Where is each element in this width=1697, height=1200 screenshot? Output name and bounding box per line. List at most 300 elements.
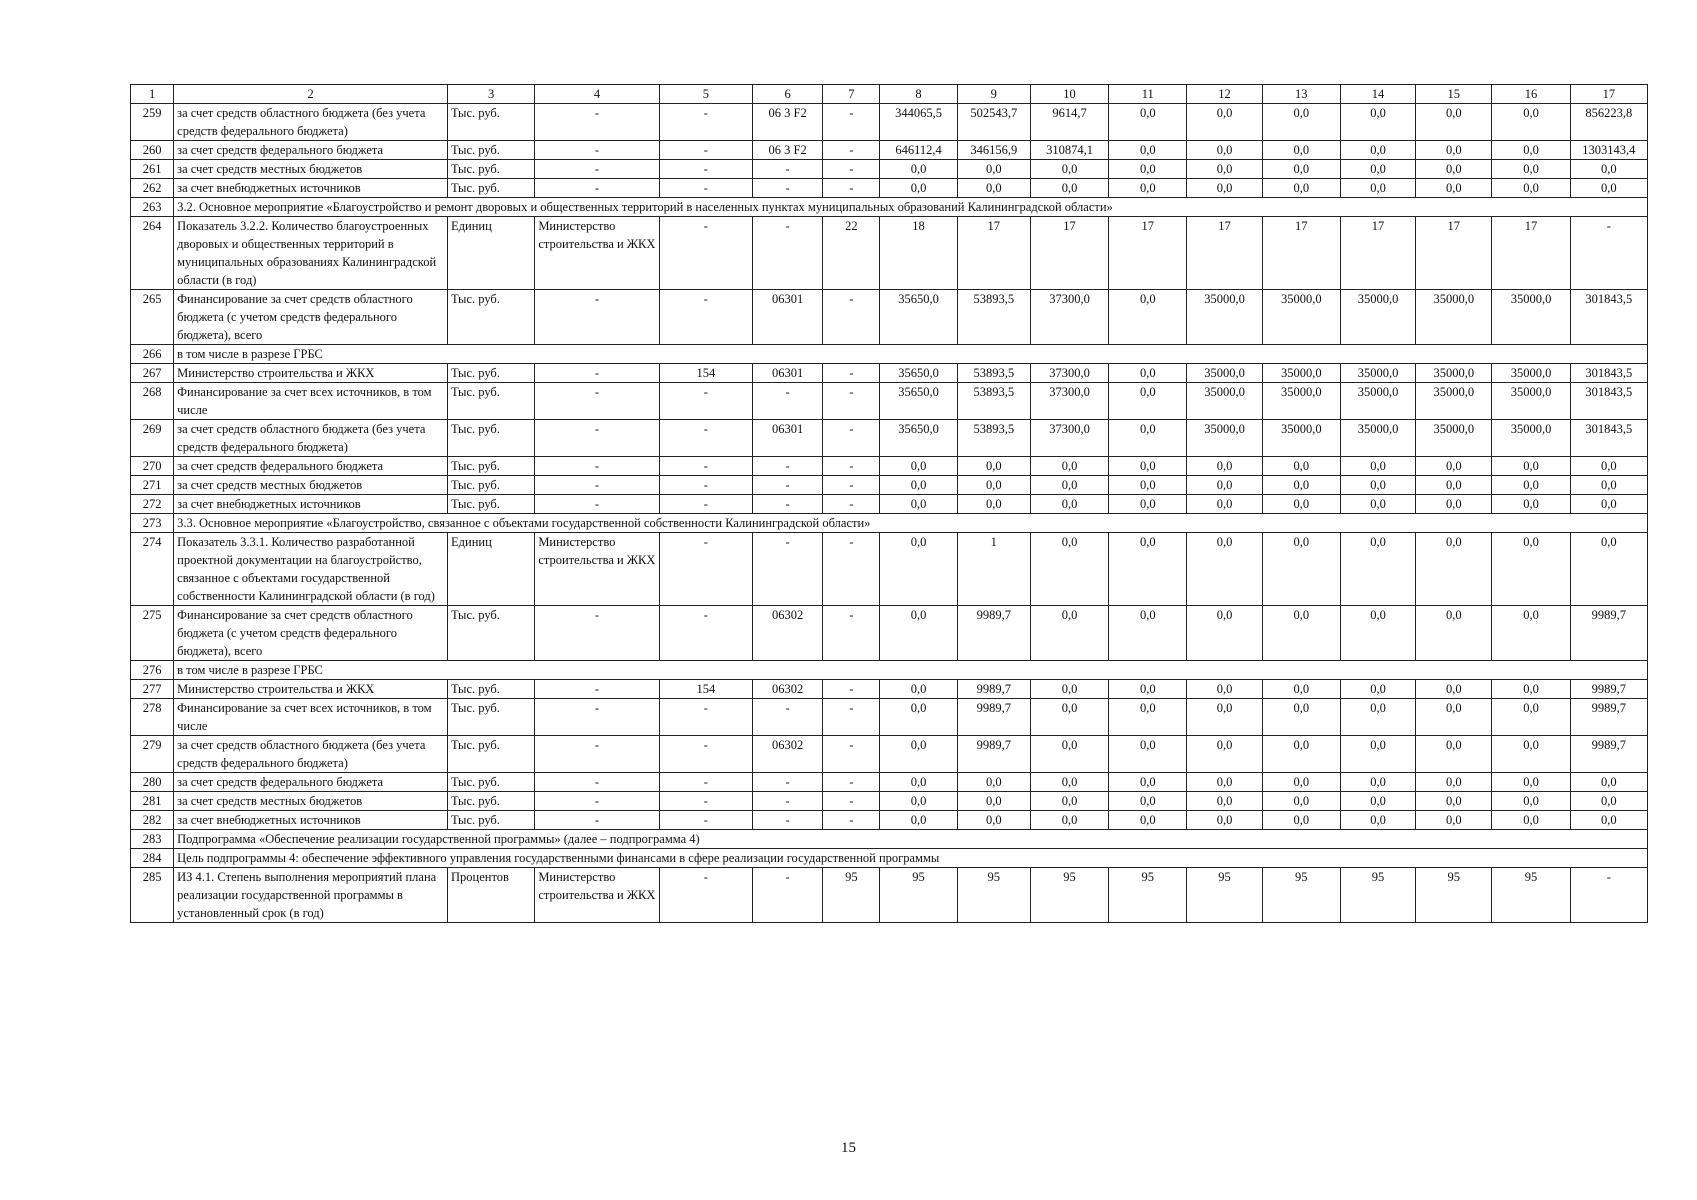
value-cell: 0,0 — [1570, 457, 1647, 476]
column-number-cell: 15 — [1416, 85, 1492, 104]
value-cell: 0,0 — [1340, 736, 1415, 773]
value-cell: 95 — [1030, 868, 1108, 923]
value-cell: - — [659, 104, 752, 141]
value-cell: - — [659, 868, 752, 923]
value-cell: - — [753, 160, 823, 179]
value-cell: 95 — [957, 868, 1030, 923]
column-number-cell: 8 — [880, 85, 957, 104]
value-cell: 0,0 — [1340, 606, 1415, 661]
unit-cell: Тыс. руб. — [448, 495, 535, 514]
value-cell: 0,0 — [880, 457, 957, 476]
value-cell: 17 — [1340, 217, 1415, 290]
table-row — [131, 383, 1648, 420]
value-cell: 35000,0 — [1187, 420, 1262, 457]
value-cell: 0,0 — [1492, 179, 1570, 198]
value-cell: 53893,5 — [957, 364, 1030, 383]
value-cell: 0,0 — [1187, 476, 1262, 495]
value-cell: 17 — [1262, 217, 1340, 290]
row-number-cell: 276 — [131, 661, 174, 680]
value-cell: - — [823, 457, 880, 476]
column-number-row — [131, 85, 1648, 104]
value-cell: 0,0 — [1340, 792, 1415, 811]
value-cell: 0,0 — [1340, 680, 1415, 699]
value-cell: 95 — [1262, 868, 1340, 923]
section-title-cell: 3.3. Основное мероприятие «Благоустройство, связанное с объектами государственной собственности Калининградской области» — [174, 514, 1648, 533]
value-cell: 346156,9 — [957, 141, 1030, 160]
table-row — [131, 364, 1648, 383]
value-cell: 0,0 — [1262, 533, 1340, 606]
value-cell: 0,0 — [1416, 104, 1492, 141]
column-number-cell: 9 — [957, 85, 1030, 104]
column-number-cell: 16 — [1492, 85, 1570, 104]
value-cell: 0,0 — [1109, 179, 1187, 198]
value-cell: 95 — [1187, 868, 1262, 923]
value-cell: 0,0 — [1492, 533, 1570, 606]
value-cell: 35000,0 — [1340, 290, 1415, 345]
value-cell: - — [659, 141, 752, 160]
column-number-cell: 11 — [1109, 85, 1187, 104]
value-cell: 35000,0 — [1262, 420, 1340, 457]
column-number-cell: 6 — [753, 85, 823, 104]
value-cell: 0,0 — [880, 476, 957, 495]
value-cell: 06302 — [753, 680, 823, 699]
value-cell: - — [659, 160, 752, 179]
value-cell: 0,0 — [1187, 179, 1262, 198]
value-cell: 646112,4 — [880, 141, 957, 160]
row-number-cell: 282 — [131, 811, 174, 830]
value-cell: - — [753, 699, 823, 736]
value-cell: 06 3 F2 — [753, 104, 823, 141]
value-cell: 0,0 — [880, 792, 957, 811]
description-cell: за счет средств областного бюджета (без учета средств федерального бюджета) — [174, 420, 448, 457]
row-number-cell: 275 — [131, 606, 174, 661]
value-cell: 0,0 — [1187, 160, 1262, 179]
value-cell: - — [823, 811, 880, 830]
value-cell: 0,0 — [1187, 736, 1262, 773]
value-cell: 0,0 — [1109, 680, 1187, 699]
value-cell: 0,0 — [880, 699, 957, 736]
value-cell: 0,0 — [1262, 680, 1340, 699]
row-number-cell: 278 — [131, 699, 174, 736]
value-cell: 301843,5 — [1570, 364, 1647, 383]
value-cell: 0,0 — [1109, 811, 1187, 830]
row-number-cell: 269 — [131, 420, 174, 457]
table-row — [131, 533, 1648, 606]
section-title-cell: в том числе в разрезе ГРБС — [174, 345, 1648, 364]
value-cell: 35650,0 — [880, 383, 957, 420]
value-cell: 0,0 — [1187, 104, 1262, 141]
value-cell: 0,0 — [1109, 495, 1187, 514]
value-cell: 95 — [823, 868, 880, 923]
value-cell: 0,0 — [1416, 606, 1492, 661]
value-cell: 35000,0 — [1416, 364, 1492, 383]
column-number-cell: 2 — [174, 85, 448, 104]
value-cell: 0,0 — [1109, 104, 1187, 141]
value-cell: 0,0 — [1570, 495, 1647, 514]
value-cell: - — [753, 383, 823, 420]
description-cell: за счет средств местных бюджетов — [174, 792, 448, 811]
column-number-cell: 3 — [448, 85, 535, 104]
value-cell: 9989,7 — [957, 699, 1030, 736]
section-header-row — [131, 198, 1648, 217]
value-cell: 35650,0 — [880, 420, 957, 457]
value-cell: 0,0 — [1262, 141, 1340, 160]
value-cell: 0,0 — [1416, 160, 1492, 179]
value-cell: 17 — [1492, 217, 1570, 290]
row-number-cell: 283 — [131, 830, 174, 849]
table-row — [131, 680, 1648, 699]
value-cell: 35000,0 — [1492, 383, 1570, 420]
value-cell: 0,0 — [1416, 699, 1492, 736]
value-cell: 0,0 — [1492, 606, 1570, 661]
description-cell: за счет внебюджетных источников — [174, 495, 448, 514]
value-cell: - — [753, 868, 823, 923]
unit-cell: Тыс. руб. — [448, 606, 535, 661]
value-cell: 9989,7 — [1570, 606, 1647, 661]
table-row — [131, 476, 1648, 495]
value-cell: 0,0 — [1340, 476, 1415, 495]
value-cell: - — [1570, 868, 1647, 923]
value-cell: 95 — [1340, 868, 1415, 923]
table-row — [131, 160, 1648, 179]
value-cell: 0,0 — [957, 179, 1030, 198]
description-cell: за счет средств федерального бюджета — [174, 773, 448, 792]
value-cell: 310874,1 — [1030, 141, 1108, 160]
value-cell: 0,0 — [1570, 160, 1647, 179]
description-cell: Министерство строительства и ЖКХ — [174, 680, 448, 699]
value-cell: 0,0 — [1262, 179, 1340, 198]
value-cell: - — [823, 736, 880, 773]
value-cell: - — [823, 290, 880, 345]
value-cell: 9989,7 — [1570, 680, 1647, 699]
unit-cell: Тыс. руб. — [448, 680, 535, 699]
executor-cell: - — [535, 179, 659, 198]
value-cell: 35000,0 — [1416, 383, 1492, 420]
unit-cell: Тыс. руб. — [448, 811, 535, 830]
unit-cell: Тыс. руб. — [448, 160, 535, 179]
unit-cell: Тыс. руб. — [448, 290, 535, 345]
row-number-cell: 261 — [131, 160, 174, 179]
value-cell: - — [823, 476, 880, 495]
section-header-row — [131, 345, 1648, 364]
value-cell: 0,0 — [1416, 495, 1492, 514]
row-number-cell: 270 — [131, 457, 174, 476]
value-cell: 0,0 — [1109, 290, 1187, 345]
value-cell: 0,0 — [1262, 792, 1340, 811]
section-title-cell: Подпрограмма «Обеспечение реализации государственной программы» (далее – подпрограмма 4) — [174, 830, 1648, 849]
value-cell: 37300,0 — [1030, 364, 1108, 383]
value-cell: 0,0 — [1030, 179, 1108, 198]
executor-cell: - — [535, 476, 659, 495]
value-cell: 0,0 — [1109, 160, 1187, 179]
value-cell: 0,0 — [1340, 104, 1415, 141]
description-cell: Министерство строительства и ЖКХ — [174, 364, 448, 383]
value-cell: 06302 — [753, 606, 823, 661]
description-cell: Показатель 3.3.1. Количество разработанной проектной документации на благоустройство, связанное с объектами государственной собственности Калининградской области (в год) — [174, 533, 448, 606]
value-cell: 0,0 — [957, 811, 1030, 830]
value-cell: 0,0 — [1340, 699, 1415, 736]
unit-cell: Тыс. руб. — [448, 773, 535, 792]
value-cell: - — [823, 680, 880, 699]
value-cell: 0,0 — [1570, 179, 1647, 198]
value-cell: - — [753, 495, 823, 514]
table-row — [131, 736, 1648, 773]
value-cell: 0,0 — [1187, 699, 1262, 736]
value-cell: 35650,0 — [880, 364, 957, 383]
description-cell: за счет средств местных бюджетов — [174, 476, 448, 495]
unit-cell: Тыс. руб. — [448, 364, 535, 383]
value-cell: 0,0 — [1416, 736, 1492, 773]
value-cell: - — [823, 792, 880, 811]
value-cell: 17 — [957, 217, 1030, 290]
section-header-row — [131, 830, 1648, 849]
value-cell: 95 — [1492, 868, 1570, 923]
value-cell: - — [753, 811, 823, 830]
value-cell: 0,0 — [1570, 533, 1647, 606]
value-cell: 0,0 — [957, 773, 1030, 792]
unit-cell: Единиц — [448, 217, 535, 290]
value-cell: 0,0 — [880, 533, 957, 606]
value-cell: 0,0 — [880, 179, 957, 198]
value-cell: 0,0 — [1416, 476, 1492, 495]
value-cell: 37300,0 — [1030, 290, 1108, 345]
value-cell: 0,0 — [1416, 680, 1492, 699]
value-cell: 0,0 — [1030, 680, 1108, 699]
description-cell: за счет средств федерального бюджета — [174, 141, 448, 160]
value-cell: 0,0 — [1109, 420, 1187, 457]
value-cell: 0,0 — [1109, 792, 1187, 811]
row-number-cell: 274 — [131, 533, 174, 606]
value-cell: 0,0 — [1340, 811, 1415, 830]
row-number-cell: 271 — [131, 476, 174, 495]
value-cell: 0,0 — [1416, 773, 1492, 792]
value-cell: 0,0 — [957, 160, 1030, 179]
value-cell: 0,0 — [1030, 533, 1108, 606]
value-cell: - — [823, 533, 880, 606]
value-cell: 0,0 — [1340, 495, 1415, 514]
value-cell: 0,0 — [1492, 699, 1570, 736]
row-number-cell: 263 — [131, 198, 174, 217]
description-cell: за счет средств местных бюджетов — [174, 160, 448, 179]
unit-cell: Тыс. руб. — [448, 457, 535, 476]
description-cell: Финансирование за счет всех источников, в том числе — [174, 699, 448, 736]
value-cell: 17 — [1187, 217, 1262, 290]
page-number: 15 — [841, 1140, 856, 1156]
value-cell: 0,0 — [1109, 736, 1187, 773]
value-cell: 856223,8 — [1570, 104, 1647, 141]
value-cell: - — [659, 383, 752, 420]
value-cell: 0,0 — [1262, 811, 1340, 830]
value-cell: 0,0 — [1416, 179, 1492, 198]
value-cell: 53893,5 — [957, 383, 1030, 420]
row-number-cell: 273 — [131, 514, 174, 533]
value-cell: 0,0 — [1187, 680, 1262, 699]
executor-cell: - — [535, 290, 659, 345]
unit-cell: Тыс. руб. — [448, 141, 535, 160]
value-cell: 06302 — [753, 736, 823, 773]
value-cell: 0,0 — [1492, 457, 1570, 476]
executor-cell: - — [535, 736, 659, 773]
executor-cell: - — [535, 364, 659, 383]
row-number-cell: 264 — [131, 217, 174, 290]
value-cell: 0,0 — [1492, 811, 1570, 830]
value-cell: 154 — [659, 364, 752, 383]
value-cell: 0,0 — [880, 160, 957, 179]
table-row — [131, 104, 1648, 141]
value-cell: - — [823, 773, 880, 792]
value-cell: 0,0 — [1187, 457, 1262, 476]
value-cell: 9989,7 — [1570, 699, 1647, 736]
value-cell: 95 — [880, 868, 957, 923]
table-row — [131, 290, 1648, 345]
value-cell: 301843,5 — [1570, 420, 1647, 457]
table-row — [131, 179, 1648, 198]
value-cell: - — [753, 457, 823, 476]
value-cell: 0,0 — [1187, 533, 1262, 606]
value-cell: 0,0 — [1416, 533, 1492, 606]
description-cell: Финансирование за счет всех источников, в том числе — [174, 383, 448, 420]
unit-cell: Процентов — [448, 868, 535, 923]
description-cell: Показатель 3.2.2. Количество благоустроенных дворовых и общественных территорий в муниципальных образованиях Калининградской области (в год) — [174, 217, 448, 290]
value-cell: - — [659, 699, 752, 736]
value-cell: 0,0 — [1262, 160, 1340, 179]
column-number-cell: 1 — [131, 85, 174, 104]
value-cell: 0,0 — [1187, 792, 1262, 811]
value-cell: 0,0 — [1340, 179, 1415, 198]
column-number-cell: 10 — [1030, 85, 1108, 104]
document-table-container — [130, 84, 1648, 923]
value-cell: 0,0 — [1262, 457, 1340, 476]
table-row — [131, 420, 1648, 457]
row-number-cell: 281 — [131, 792, 174, 811]
value-cell: 1 — [957, 533, 1030, 606]
value-cell: 35000,0 — [1187, 364, 1262, 383]
row-number-cell: 280 — [131, 773, 174, 792]
description-cell: за счет средств областного бюджета (без учета средств федерального бюджета) — [174, 736, 448, 773]
value-cell: 0,0 — [1109, 533, 1187, 606]
value-cell: 0,0 — [1262, 476, 1340, 495]
executor-cell: - — [535, 160, 659, 179]
table-row — [131, 811, 1648, 830]
value-cell: 06 3 F2 — [753, 141, 823, 160]
value-cell: 0,0 — [1109, 476, 1187, 495]
value-cell: 0,0 — [1262, 699, 1340, 736]
table-row — [131, 141, 1648, 160]
unit-cell: Тыс. руб. — [448, 699, 535, 736]
value-cell: - — [659, 290, 752, 345]
value-cell: 1303143,4 — [1570, 141, 1647, 160]
value-cell: 0,0 — [1570, 811, 1647, 830]
unit-cell: Тыс. руб. — [448, 179, 535, 198]
value-cell: 0,0 — [880, 495, 957, 514]
description-cell: за счет средств областного бюджета (без учета средств федерального бюджета) — [174, 104, 448, 141]
row-number-cell: 260 — [131, 141, 174, 160]
value-cell: 06301 — [753, 364, 823, 383]
value-cell: 95 — [1416, 868, 1492, 923]
description-cell: ИЗ 4.1. Степень выполнения мероприятий плана реализации государственной программы в установленный срок (в год) — [174, 868, 448, 923]
description-cell: за счет внебюджетных источников — [174, 811, 448, 830]
value-cell: 0,0 — [957, 495, 1030, 514]
column-number-cell: 4 — [535, 85, 659, 104]
value-cell: 0,0 — [1109, 364, 1187, 383]
value-cell: - — [823, 160, 880, 179]
value-cell: - — [659, 179, 752, 198]
column-number-cell: 14 — [1340, 85, 1415, 104]
row-number-cell: 262 — [131, 179, 174, 198]
value-cell: 22 — [823, 217, 880, 290]
table-row — [131, 792, 1648, 811]
value-cell: 06301 — [753, 290, 823, 345]
value-cell: 53893,5 — [957, 420, 1030, 457]
value-cell: 0,0 — [1340, 457, 1415, 476]
value-cell: 0,0 — [1492, 160, 1570, 179]
unit-cell: Тыс. руб. — [448, 792, 535, 811]
value-cell: - — [823, 104, 880, 141]
value-cell: - — [1570, 217, 1647, 290]
executor-cell: - — [535, 420, 659, 457]
value-cell: 0,0 — [1262, 736, 1340, 773]
value-cell: - — [753, 179, 823, 198]
value-cell: 35000,0 — [1262, 364, 1340, 383]
value-cell: 0,0 — [957, 476, 1030, 495]
unit-cell: Тыс. руб. — [448, 476, 535, 495]
value-cell: 0,0 — [1262, 104, 1340, 141]
row-number-cell: 259 — [131, 104, 174, 141]
row-number-cell: 267 — [131, 364, 174, 383]
value-cell: 0,0 — [1030, 773, 1108, 792]
value-cell: 35000,0 — [1340, 383, 1415, 420]
table-row — [131, 606, 1648, 661]
value-cell: - — [659, 420, 752, 457]
column-number-cell: 7 — [823, 85, 880, 104]
value-cell: - — [659, 736, 752, 773]
value-cell: 0,0 — [1109, 773, 1187, 792]
unit-cell: Тыс. руб. — [448, 420, 535, 457]
value-cell: 0,0 — [1030, 811, 1108, 830]
value-cell: 0,0 — [1492, 773, 1570, 792]
executor-cell: - — [535, 495, 659, 514]
value-cell: 35000,0 — [1187, 383, 1262, 420]
table-row — [131, 217, 1648, 290]
value-cell: 0,0 — [1030, 736, 1108, 773]
value-cell: 35000,0 — [1187, 290, 1262, 345]
value-cell: 0,0 — [1030, 792, 1108, 811]
value-cell: 154 — [659, 680, 752, 699]
value-cell: 0,0 — [1030, 476, 1108, 495]
executor-cell: - — [535, 457, 659, 476]
value-cell: 0,0 — [1492, 736, 1570, 773]
value-cell: 0,0 — [1187, 773, 1262, 792]
value-cell: - — [659, 606, 752, 661]
executor-cell: Министерство строительства и ЖКХ — [535, 868, 659, 923]
column-number-cell: 13 — [1262, 85, 1340, 104]
value-cell: 0,0 — [1340, 533, 1415, 606]
row-number-cell: 272 — [131, 495, 174, 514]
value-cell: 502543,7 — [957, 104, 1030, 141]
value-cell: 35000,0 — [1262, 383, 1340, 420]
value-cell: 0,0 — [1416, 811, 1492, 830]
value-cell: 37300,0 — [1030, 420, 1108, 457]
value-cell: 0,0 — [1262, 606, 1340, 661]
value-cell: 9989,7 — [957, 680, 1030, 699]
column-number-cell: 12 — [1187, 85, 1262, 104]
executor-cell: - — [535, 383, 659, 420]
value-cell: 9989,7 — [1570, 736, 1647, 773]
row-number-cell: 284 — [131, 849, 174, 868]
value-cell: 0,0 — [1570, 773, 1647, 792]
value-cell: - — [753, 217, 823, 290]
row-number-cell: 268 — [131, 383, 174, 420]
